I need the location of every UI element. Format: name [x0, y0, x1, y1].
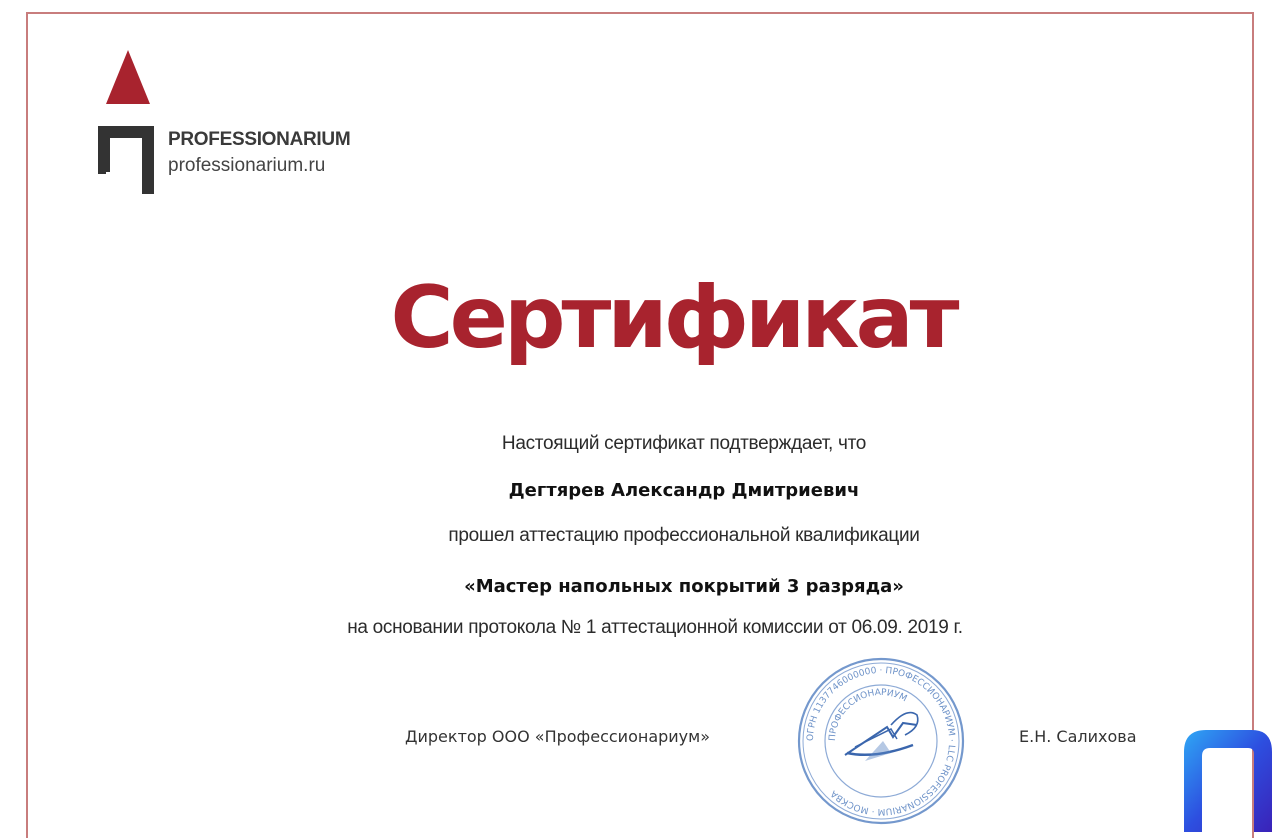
svg-text:ОГРН 1137746000000 · ПРОФЕССИО: ОГРН 1137746000000 · ПРОФЕССИОНАРИУМ · LLC PROFESSIONARIUM · МОСКВА — [805, 665, 957, 817]
logo-mark-icon — [96, 48, 160, 198]
brand-url: professionarium.ru — [168, 155, 326, 176]
passed-line: прошел аттестацию профессиональной квалификации — [448, 525, 920, 546]
brand-name: PROFESSIONARIUM — [168, 129, 351, 150]
signer-name: Е.Н. Салихова — [1019, 727, 1137, 746]
corner-brand-logo-icon — [1182, 728, 1274, 834]
confirms-line: Настоящий сертификат подтверждает, что — [501, 433, 867, 454]
director-title: Директор ООО «Профессионариум» — [405, 727, 710, 746]
certificate-title: Сертификат — [390, 268, 956, 368]
svg-text:ПРОФЕССИОНАРИУМ: ПРОФЕССИОНАРИУМ — [827, 687, 909, 742]
qualification-name: «Мастер напольных покрытий 3 разряда» — [464, 576, 904, 597]
recipient-name: Дегтярев Александр Дмитриевич — [508, 480, 860, 501]
stamp-seal-icon — [795, 655, 967, 827]
basis-line: на основании протокола № 1 аттестационной комиссии от 06.09. 2019 г. — [347, 617, 963, 638]
